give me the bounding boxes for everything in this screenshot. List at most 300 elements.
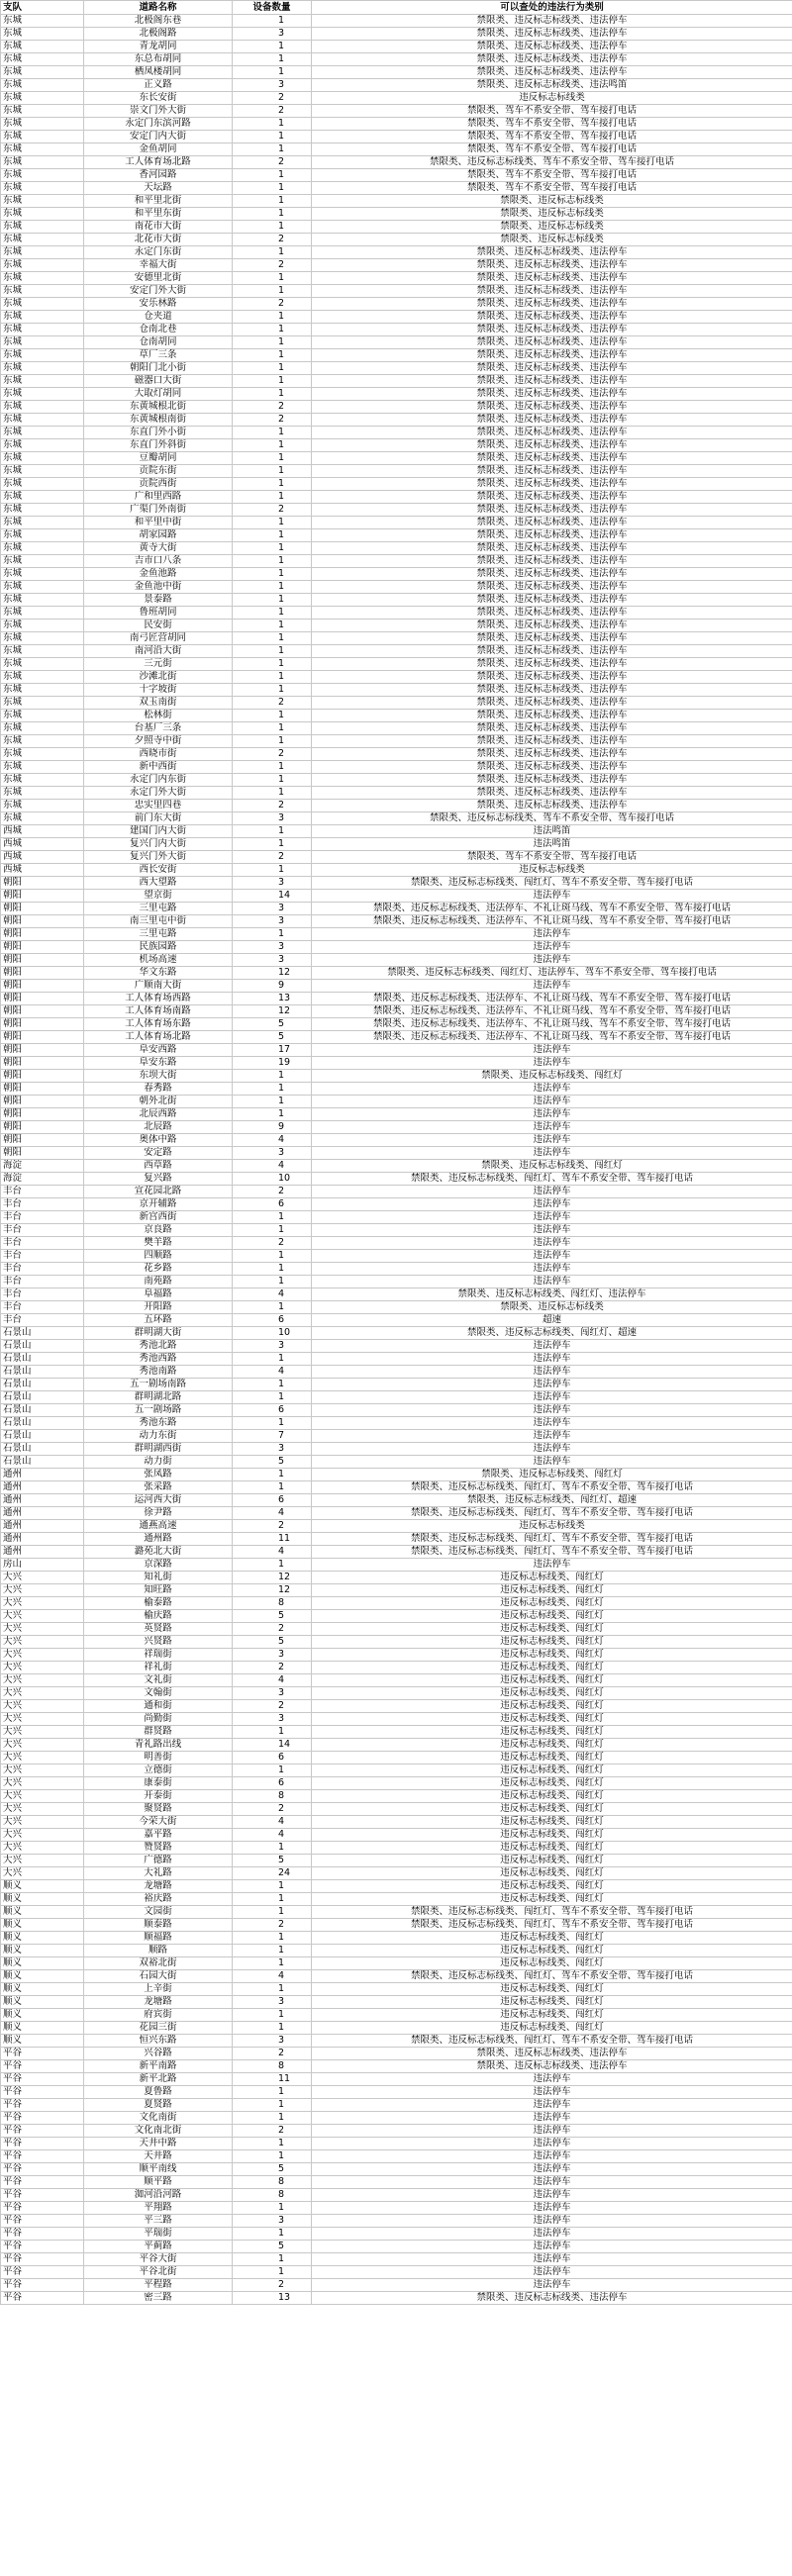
table-row — [1, 79, 792, 92]
team-cell: 东城 — [1, 414, 84, 427]
violation-types-cell: 违反标志标线类 — [312, 1520, 792, 1533]
table-row — [1, 993, 792, 1005]
header-row — [1, 1, 792, 15]
table-row — [1, 349, 792, 362]
device-count-cell: 1 — [233, 1765, 312, 1777]
table-row — [1, 645, 792, 658]
road-name-cell: 民安街 — [84, 620, 233, 632]
road-name-cell: 天坛路 — [84, 182, 233, 195]
road-name-cell: 张凤路 — [84, 1469, 233, 1481]
road-name-cell: 和平里北街 — [84, 195, 233, 208]
team-cell: 石景山 — [1, 1443, 84, 1456]
table-row — [1, 414, 792, 427]
team-cell: 顺义 — [1, 1945, 84, 1957]
team-cell: 东城 — [1, 182, 84, 195]
table-row — [1, 1134, 792, 1147]
device-count-cell: 13 — [233, 2292, 312, 2305]
team-cell: 顺义 — [1, 2035, 84, 2048]
device-count-cell: 2 — [233, 401, 312, 414]
team-cell: 通州 — [1, 1469, 84, 1481]
road-name-cell: 文礼街 — [84, 1674, 233, 1687]
road-name-cell: 樊羊路 — [84, 1237, 233, 1250]
table-row — [1, 2241, 792, 2253]
violation-types-cell: 违法停车 — [312, 2215, 792, 2228]
road-name-cell: 开阳路 — [84, 1301, 233, 1314]
table-row — [1, 774, 792, 787]
road-name-cell: 草厂三条 — [84, 349, 233, 362]
device-count-cell: 10 — [233, 1327, 312, 1340]
violation-types-cell: 禁限类、违反标志标线类、违法停车 — [312, 581, 792, 594]
road-name-cell: 西长安街 — [84, 864, 233, 877]
team-cell: 东城 — [1, 336, 84, 349]
table-row — [1, 1726, 792, 1739]
device-count-cell: 1 — [233, 1108, 312, 1121]
team-cell: 石景山 — [1, 1456, 84, 1469]
road-name-cell: 前门东大街 — [84, 812, 233, 825]
violation-types-cell: 违反标志标线类、闯红灯 — [312, 1996, 792, 2009]
road-name-cell: 夕照寺中街 — [84, 735, 233, 748]
team-cell: 丰台 — [1, 1237, 84, 1250]
road-name-cell: 文化南北街 — [84, 2125, 233, 2138]
team-cell: 朝阳 — [1, 954, 84, 967]
violation-types-cell: 禁限类、违反标志标线类、违法停车 — [312, 645, 792, 658]
violation-types-cell: 禁限类、驾车不系安全带、驾车接打电话 — [312, 105, 792, 118]
violation-types-cell: 禁限类、违反标志标线类、违法停车 — [312, 684, 792, 697]
violation-types-cell: 禁限类、违反标志标线类、闯红灯、驾车不系安全带、驾车接打电话 — [312, 1507, 792, 1520]
device-count-cell: 3 — [233, 1340, 312, 1353]
violation-types-cell: 违反标志标线类、闯红灯 — [312, 1662, 792, 1674]
device-count-cell: 1 — [233, 684, 312, 697]
violation-types-cell: 违法停车 — [312, 928, 792, 941]
table-header — [1, 1, 792, 15]
table-row — [1, 1880, 792, 1893]
road-name-cell: 南弓匠营胡同 — [84, 632, 233, 645]
table-row — [1, 915, 792, 928]
device-count-cell: 5 — [233, 1018, 312, 1031]
device-count-cell: 1 — [233, 1083, 312, 1096]
violation-types-cell: 违反标志标线类、闯红灯 — [312, 1932, 792, 1945]
device-count-cell: 3 — [233, 877, 312, 890]
table-row — [1, 735, 792, 748]
team-cell: 大兴 — [1, 1842, 84, 1855]
road-name-cell: 立德街 — [84, 1765, 233, 1777]
road-name-cell: 三元街 — [84, 658, 233, 671]
device-count-cell: 3 — [233, 2215, 312, 2228]
table-row — [1, 2292, 792, 2305]
road-name-cell: 群贤路 — [84, 1726, 233, 1739]
device-count-cell: 3 — [233, 1996, 312, 2009]
team-cell: 丰台 — [1, 1224, 84, 1237]
road-name-cell: 西草路 — [84, 1160, 233, 1173]
team-cell: 丰台 — [1, 1186, 84, 1198]
device-count-cell: 6 — [233, 1752, 312, 1765]
violation-types-cell: 违反标志标线类、闯红灯 — [312, 1777, 792, 1790]
table-row — [1, 1314, 792, 1327]
road-name-cell: 平瑞街 — [84, 2228, 233, 2241]
table-row — [1, 1147, 792, 1160]
table-row — [1, 439, 792, 452]
device-count-cell: 1 — [233, 1224, 312, 1237]
team-cell: 东城 — [1, 504, 84, 517]
road-name-cell: 赞贤路 — [84, 1842, 233, 1855]
device-count-cell: 3 — [233, 28, 312, 41]
road-name-cell: 复兴门外大街 — [84, 851, 233, 864]
device-count-cell: 1 — [233, 452, 312, 465]
team-cell: 东城 — [1, 645, 84, 658]
device-count-cell: 1 — [233, 491, 312, 504]
team-cell: 东城 — [1, 671, 84, 684]
team-cell: 东城 — [1, 118, 84, 131]
team-cell: 顺义 — [1, 1893, 84, 1906]
device-count-cell: 1 — [233, 41, 312, 53]
road-name-cell: 台基厂三条 — [84, 722, 233, 735]
road-name-cell: 磁器口大街 — [84, 375, 233, 388]
table-row — [1, 234, 792, 246]
team-cell: 东城 — [1, 234, 84, 246]
violation-types-cell: 禁限类、驾车不系安全带、驾车接打电话 — [312, 131, 792, 143]
road-name-cell: 和平里东街 — [84, 208, 233, 221]
table-row — [1, 1842, 792, 1855]
table-row — [1, 311, 792, 324]
table-row — [1, 1044, 792, 1057]
team-cell: 朝阳 — [1, 1147, 84, 1160]
table-row — [1, 195, 792, 208]
device-count-cell: 5 — [233, 1636, 312, 1649]
table-row — [1, 1160, 792, 1173]
table-row — [1, 1366, 792, 1379]
table-row — [1, 1765, 792, 1777]
road-name-cell: 京开辅路 — [84, 1198, 233, 1211]
team-cell: 东城 — [1, 388, 84, 401]
table-row — [1, 1121, 792, 1134]
violation-types-cell: 禁限类、违反标志标线类 — [312, 1301, 792, 1314]
violation-types-cell: 违法停车 — [312, 2228, 792, 2241]
table-row — [1, 581, 792, 594]
device-count-cell: 3 — [233, 1443, 312, 1456]
team-cell: 丰台 — [1, 1198, 84, 1211]
violation-types-cell: 禁限类、违反标志标线类、闯红灯、驾车不系安全带、驾车接打电话 — [312, 1173, 792, 1186]
table-row — [1, 710, 792, 722]
team-cell: 东城 — [1, 684, 84, 697]
road-name-cell: 府宾街 — [84, 2009, 233, 2022]
device-count-cell: 1 — [233, 1391, 312, 1404]
team-cell: 东城 — [1, 285, 84, 298]
road-name-cell: 群明湖西街 — [84, 1443, 233, 1456]
table-row — [1, 1597, 792, 1610]
violation-types-cell: 禁限类、违反标志标线类、违法停车 — [312, 41, 792, 53]
team-cell: 平谷 — [1, 2099, 84, 2112]
table-row — [1, 452, 792, 465]
team-cell: 东城 — [1, 478, 84, 491]
device-count-cell: 1 — [233, 542, 312, 555]
table-row — [1, 1777, 792, 1790]
team-cell: 顺义 — [1, 2009, 84, 2022]
road-name-cell: 三里屯路 — [84, 903, 233, 915]
violation-types-cell: 禁限类、违反标志标线类、违法停车、不礼让斑马线、驾车不系安全带、驾车接打电话 — [312, 903, 792, 915]
device-count-cell: 1 — [233, 1559, 312, 1572]
violation-types-cell: 违法停车 — [312, 1134, 792, 1147]
road-name-cell: 安定路 — [84, 1147, 233, 1160]
violation-types-cell: 违法停车 — [312, 2073, 792, 2086]
table-row — [1, 504, 792, 517]
road-name-cell: 兴谷路 — [84, 2048, 233, 2060]
device-count-cell: 3 — [233, 941, 312, 954]
violation-types-cell: 违法停车 — [312, 1108, 792, 1121]
device-count-cell: 1 — [233, 710, 312, 722]
device-count-cell: 4 — [233, 1160, 312, 1173]
device-count-cell: 2 — [233, 2125, 312, 2138]
device-count-cell: 2 — [233, 504, 312, 517]
device-count-cell: 1 — [233, 2202, 312, 2215]
table-row — [1, 555, 792, 568]
violation-types-cell: 禁限类、违反标志标线类、违法停车 — [312, 594, 792, 607]
team-cell: 东城 — [1, 156, 84, 169]
violation-types-cell: 禁限类、违反标志标线类、违法停车 — [312, 529, 792, 542]
road-name-cell: 香河园路 — [84, 169, 233, 182]
violation-types-cell: 禁限类、违反标志标线类、违法停车 — [312, 401, 792, 414]
team-cell: 东城 — [1, 221, 84, 234]
device-count-cell: 8 — [233, 2189, 312, 2202]
road-name-cell: 榆庆路 — [84, 1610, 233, 1623]
violation-types-cell: 违反标志标线类、闯红灯 — [312, 1842, 792, 1855]
team-cell: 朝阳 — [1, 1134, 84, 1147]
team-cell: 海淀 — [1, 1173, 84, 1186]
violation-types-cell: 违法停车 — [312, 2138, 792, 2150]
device-count-cell: 2 — [233, 697, 312, 710]
violation-types-cell: 违反标志标线类、闯红灯 — [312, 1713, 792, 1726]
team-cell: 顺义 — [1, 1970, 84, 1983]
device-count-cell: 5 — [233, 1610, 312, 1623]
team-cell: 东城 — [1, 375, 84, 388]
device-count-cell: 1 — [233, 2009, 312, 2022]
violation-types-cell: 禁限类、违反标志标线类、闯红灯、违法停车、驾车不系安全带、驾车接打电话 — [312, 967, 792, 980]
device-count-cell: 1 — [233, 208, 312, 221]
road-name-cell: 复兴门内大街 — [84, 838, 233, 851]
device-count-cell: 1 — [233, 195, 312, 208]
violation-types-cell: 违法停车 — [312, 1456, 792, 1469]
team-cell: 大兴 — [1, 1636, 84, 1649]
road-name-cell: 花乡路 — [84, 1263, 233, 1276]
device-count-cell: 3 — [233, 915, 312, 928]
table-row — [1, 1353, 792, 1366]
road-name-cell: 广顺南大街 — [84, 980, 233, 993]
violation-types-cell: 禁限类、违反标志标线类、闯红灯、违法停车 — [312, 1288, 792, 1301]
device-count-cell: 2 — [233, 1803, 312, 1816]
road-name-cell: 五一剧场南路 — [84, 1379, 233, 1391]
table-row — [1, 208, 792, 221]
violation-types-cell: 违反标志标线类、闯红灯 — [312, 1700, 792, 1713]
violation-types-cell: 违法停车 — [312, 1044, 792, 1057]
violation-types-cell: 禁限类、违反标志标线类、违法停车、不礼让斑马线、驾车不系安全带、驾车接打电话 — [312, 993, 792, 1005]
team-cell: 东城 — [1, 812, 84, 825]
table-row — [1, 864, 792, 877]
road-name-cell: 石园大街 — [84, 1970, 233, 1983]
device-count-cell: 2 — [233, 92, 312, 105]
table-row — [1, 2228, 792, 2241]
device-count-cell: 1 — [233, 169, 312, 182]
violation-types-cell: 禁限类、违反标志标线类、违法停车 — [312, 517, 792, 529]
table-row — [1, 1404, 792, 1417]
road-name-cell: 新平北路 — [84, 2073, 233, 2086]
device-count-cell: 17 — [233, 1044, 312, 1057]
team-cell: 东城 — [1, 311, 84, 324]
device-count-cell: 1 — [233, 2228, 312, 2241]
team-cell: 平谷 — [1, 2086, 84, 2099]
road-name-cell: 北花市大街 — [84, 234, 233, 246]
violation-types-cell: 禁限类、违反标志标线类、驾车不系安全带、驾车接打电话 — [312, 156, 792, 169]
table-row — [1, 1057, 792, 1070]
road-name-cell: 朝阳门北小街 — [84, 362, 233, 375]
team-cell: 东城 — [1, 92, 84, 105]
violation-types-cell: 禁限类、违反标志标线类 — [312, 195, 792, 208]
violation-types-cell: 禁限类、违反标志标线类、违法停车、不礼让斑马线、驾车不系安全带、驾车接打电话 — [312, 1018, 792, 1031]
team-cell: 东城 — [1, 53, 84, 66]
table-row — [1, 1186, 792, 1198]
road-name-cell: 龙塘路 — [84, 1880, 233, 1893]
road-name-cell: 榆泰路 — [84, 1597, 233, 1610]
team-cell: 石景山 — [1, 1391, 84, 1404]
table-row — [1, 1932, 792, 1945]
table-row — [1, 594, 792, 607]
device-count-cell: 1 — [233, 774, 312, 787]
road-name-cell: 天井路 — [84, 2150, 233, 2163]
road-name-cell: 朝外北街 — [84, 1096, 233, 1108]
team-cell: 朝阳 — [1, 967, 84, 980]
device-count-cell: 8 — [233, 1597, 312, 1610]
device-count-cell: 14 — [233, 890, 312, 903]
violation-types-cell: 禁限类、违反标志标线类、违法停车 — [312, 2292, 792, 2305]
device-count-cell: 1 — [233, 1893, 312, 1906]
device-count-cell: 4 — [233, 1674, 312, 1687]
violation-types-cell: 禁限类、违反标志标线类、违法停车 — [312, 568, 792, 581]
table-row — [1, 620, 792, 632]
violation-types-cell: 禁限类、违反标志标线类 — [312, 208, 792, 221]
violation-types-cell: 违法停车 — [312, 980, 792, 993]
violation-types-cell: 违法鸣笛 — [312, 825, 792, 838]
table-row — [1, 401, 792, 414]
device-count-cell: 3 — [233, 1649, 312, 1662]
violation-types-cell: 违法停车 — [312, 2279, 792, 2292]
road-name-cell: 工人体育场东路 — [84, 1018, 233, 1031]
road-name-cell: 顺福路 — [84, 1932, 233, 1945]
team-cell: 平谷 — [1, 2202, 84, 2215]
table-row — [1, 787, 792, 800]
violation-types-cell: 禁限类、违反标志标线类、闯红灯、驾车不系安全带、驾车接打电话 — [312, 1533, 792, 1546]
table-row — [1, 1276, 792, 1288]
team-cell: 东城 — [1, 542, 84, 555]
table-row — [1, 1662, 792, 1674]
device-count-cell: 2 — [233, 1237, 312, 1250]
violation-types-cell: 禁限类、违反标志标线类、违法停车 — [312, 465, 792, 478]
team-cell: 朝阳 — [1, 1096, 84, 1108]
team-cell: 石景山 — [1, 1340, 84, 1353]
table-row — [1, 491, 792, 504]
road-name-cell: 双裕北街 — [84, 1957, 233, 1970]
team-cell: 东城 — [1, 246, 84, 259]
team-cell: 大兴 — [1, 1584, 84, 1597]
violation-types-cell: 违法停车 — [312, 2266, 792, 2279]
road-name-cell: 东长安街 — [84, 92, 233, 105]
device-count-cell: 2 — [233, 156, 312, 169]
team-cell: 平谷 — [1, 2253, 84, 2266]
team-cell: 顺义 — [1, 1996, 84, 2009]
team-cell: 平谷 — [1, 2189, 84, 2202]
device-count-cell: 1 — [233, 15, 312, 28]
violation-types-cell: 禁限类、违反标志标线类、闯红灯、驾车不系安全带、驾车接打电话 — [312, 1970, 792, 1983]
team-cell: 通州 — [1, 1520, 84, 1533]
violation-types-cell: 禁限类、驾车不系安全带、驾车接打电话 — [312, 143, 792, 156]
violation-types-cell: 禁限类、违反标志标线类、违法停车 — [312, 2060, 792, 2073]
table-row — [1, 1803, 792, 1816]
team-cell: 石景山 — [1, 1366, 84, 1379]
road-name-cell: 祥瑞街 — [84, 1649, 233, 1662]
road-name-cell: 顺泰路 — [84, 1919, 233, 1932]
team-cell: 平谷 — [1, 2112, 84, 2125]
team-cell: 大兴 — [1, 1713, 84, 1726]
violation-types-cell: 违反标志标线类、闯红灯 — [312, 1674, 792, 1687]
road-name-cell: 秀池北路 — [84, 1340, 233, 1353]
table-row — [1, 954, 792, 967]
table-row — [1, 1867, 792, 1880]
road-name-cell: 工人体育场北路 — [84, 156, 233, 169]
road-name-cell: 通州路 — [84, 1533, 233, 1546]
device-count-cell: 2 — [233, 748, 312, 761]
team-cell: 东城 — [1, 208, 84, 221]
team-cell: 西城 — [1, 851, 84, 864]
violation-types-cell: 违反标志标线类、闯红灯 — [312, 1726, 792, 1739]
table-row — [1, 1636, 792, 1649]
road-name-cell: 动力东街 — [84, 1430, 233, 1443]
table-row — [1, 1996, 792, 2009]
violation-types-cell: 禁限类、违反标志标线类、违法停车 — [312, 607, 792, 620]
violation-types-cell: 违法停车 — [312, 2253, 792, 2266]
violation-types-cell: 禁限类、违反标志标线类、违法停车 — [312, 388, 792, 401]
table-row — [1, 967, 792, 980]
violation-types-cell: 违反标志标线类、闯红灯 — [312, 1610, 792, 1623]
team-cell: 东城 — [1, 272, 84, 285]
team-cell: 朝阳 — [1, 915, 84, 928]
violation-types-cell: 违法停车 — [312, 1263, 792, 1276]
violation-types-cell: 禁限类、违反标志标线类 — [312, 234, 792, 246]
road-name-cell: 嘉平路 — [84, 1829, 233, 1842]
road-name-cell: 青礼路出线 — [84, 1739, 233, 1752]
device-count-cell: 9 — [233, 1121, 312, 1134]
road-name-cell: 文翰街 — [84, 1687, 233, 1700]
road-name-cell: 五一剧场路 — [84, 1404, 233, 1417]
device-count-cell: 8 — [233, 1790, 312, 1803]
team-cell: 东城 — [1, 697, 84, 710]
road-name-cell: 开泰街 — [84, 1790, 233, 1803]
violation-types-cell: 违反标志标线类、闯红灯 — [312, 1597, 792, 1610]
road-name-cell: 南河沿大街 — [84, 645, 233, 658]
table-row — [1, 1713, 792, 1726]
device-count-cell: 2 — [233, 259, 312, 272]
table-row — [1, 1096, 792, 1108]
team-cell: 东城 — [1, 800, 84, 812]
table-row — [1, 1005, 792, 1018]
team-cell: 朝阳 — [1, 1121, 84, 1134]
road-name-cell: 建国门内大街 — [84, 825, 233, 838]
table-row — [1, 800, 792, 812]
device-count-cell: 4 — [233, 1546, 312, 1559]
table-row — [1, 1070, 792, 1083]
violation-types-cell: 禁限类、违反标志标线类、违法停车 — [312, 542, 792, 555]
road-name-cell: 阜安西路 — [84, 1044, 233, 1057]
table-row — [1, 182, 792, 195]
road-name-cell: 东直门外小街 — [84, 427, 233, 439]
table-row — [1, 375, 792, 388]
table-row — [1, 2009, 792, 2022]
